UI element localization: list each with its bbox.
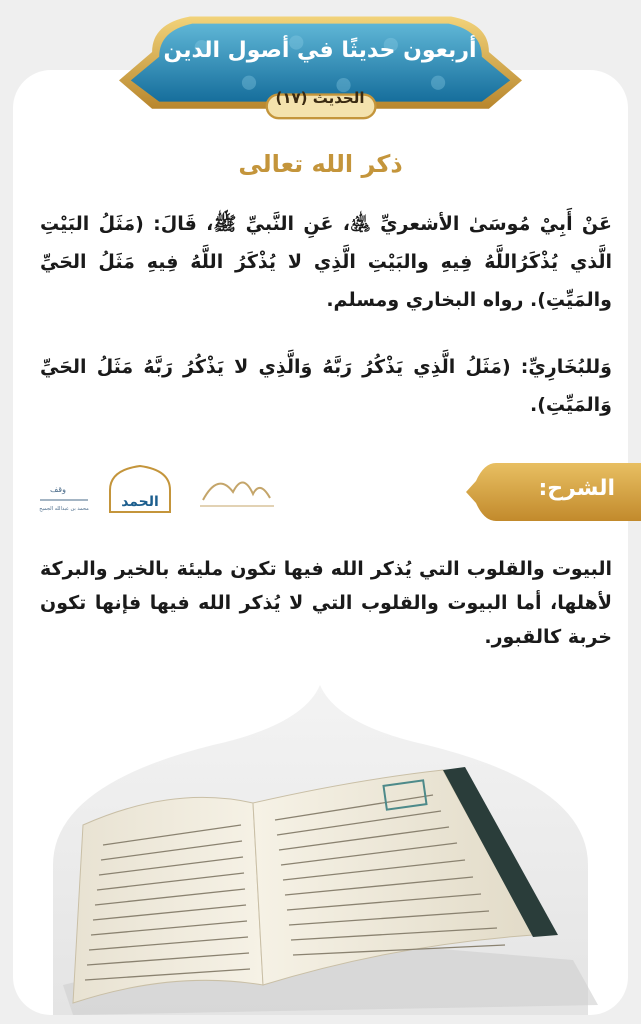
topic-title: ذكر الله تعالى — [238, 150, 403, 178]
logo-calligraphy — [200, 482, 274, 506]
sharh-label: الشرح: — [538, 476, 615, 501]
hadith-text: عَنْ أَبِيْ مُوسَىٰ الأشعريِّ ﵁، عَنِ النَّبيِّ ﷺ، قَالَ: (مَثَلُ البَيْتِ الَّذي يُذْكَرُاللَّهُ فِيهِ والبَيْتِ الَّذِي لا يُذْكَرُ اللَّهُ فِيهِ مَثَلُ الحَيِّ والمَيِّتِ). رواه البخاري ومسلم. — [40, 213, 612, 311]
logo-tiny — [39, 485, 89, 512]
header-banner — [0, 0, 641, 130]
bukhari-narration: وَللبُخَارِيِّ: (مَثَلُ الَّذِي يَذْكُرُ رَبَّهُ وَالَّذِي لا يَذْكُرُ رَبَّهُ مَثَلُ الحَيِّ وَالمَيِّتِ). — [40, 356, 612, 416]
logo-hamd — [110, 466, 170, 512]
quran-book-image — [13, 685, 628, 1015]
page-title: أربعون حديثًا في أصول الدين — [163, 38, 477, 63]
svg-text:وقف: وقف — [50, 485, 66, 494]
explanation-text: البيوت والقلوب التي يُذكر الله فيها تكون مليئة بالخير والبركة لأهلها، أما البيوت والقلوب التي لا يُذكر الله فيها فإنها تكون خربة كالقبور. — [40, 558, 612, 648]
svg-text:الحمد: الحمد — [121, 494, 159, 510]
svg-text:محمد بن عبدالله الجميح: محمد بن عبدالله الجميح — [39, 506, 89, 512]
hadith-number: الحديث (١٧) — [275, 89, 365, 107]
sponsor-logos — [38, 462, 278, 522]
